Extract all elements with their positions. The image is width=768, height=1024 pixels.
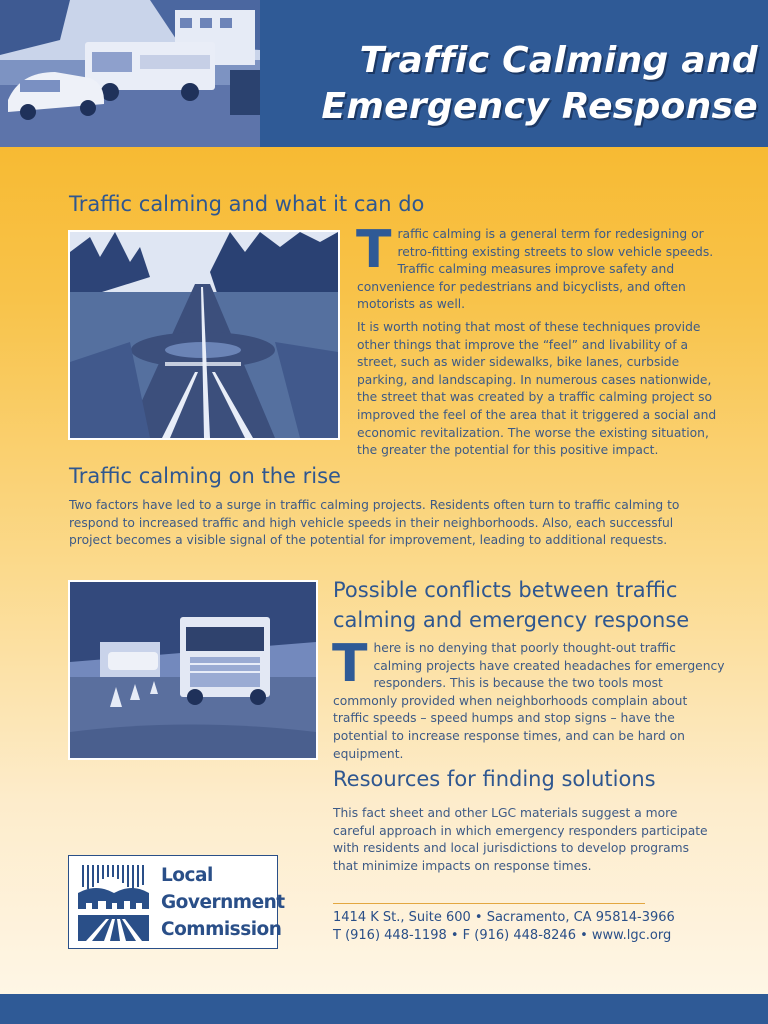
page-title	[262, 38, 758, 130]
calming-paragraph-2: It is worth noting that most of these techniques provide other things that improve the “feel” and livability of a street, such as wider sidewalks, bike lanes, curbside parking, and landscaping. In numerous cases nationwide, the street that was created by a traffic calming project so improved the feel of the area that it triggered a social and economic revitalization. The worse the existing situation, the greater the potential for this positive impact.	[357, 319, 717, 458]
footer-band	[0, 994, 768, 1024]
section-heading-resources: Resources for finding solutions	[333, 767, 656, 791]
dropcap-calming: T	[356, 220, 392, 280]
title-line-2: Emergency Response	[321, 86, 758, 127]
conflicts-text-block	[332, 634, 725, 763]
lgc-logo-emblem-icon	[76, 863, 151, 943]
rise-paragraph: Two factors have led to a surge in traffic calming projects. Residents often turn to traffic calming to respond to increased traffic and high vehicle speeds in their neighborhoods. Also, each successful project becomes a visible signal of the potential for improvement, leading to additional requests.	[69, 498, 680, 548]
resources-paragraph: This fact sheet and other LGC materials suggest a more careful approach in which emergency responders participate with residents and local jurisdictions to develop programs that minimize impacts on response times.	[333, 806, 708, 873]
dropcap-conflicts: T	[332, 634, 368, 694]
conflicts-paragraph	[332, 634, 725, 763]
section-heading-conflicts: Possible conflicts between traffic calming and emergency response	[333, 578, 690, 632]
logo-line-commission: Commission	[161, 919, 282, 940]
section-heading-calming: Traffic calming and what it can do	[69, 192, 425, 216]
conflicts-paragraph-text: here is no denying that poorly thought-out traffic calming projects have created headaches for emergency responders. This is because the two tools most commonly provided when neighborhoods complain about traffic speeds – speed humps and stop signs – have the potential to increase response times, and can be hard on equipment.	[333, 641, 725, 761]
section-heading-rise: Traffic calming on the rise	[69, 464, 341, 488]
fire-truck-speed-hump-photo	[68, 580, 318, 760]
contact-phone-web: T (916) 448-1198 • F (916) 448-8246 • www.lgc.org	[333, 928, 672, 943]
logo-line-local: Local	[161, 865, 213, 886]
contact-block	[333, 909, 733, 945]
lgc-logo	[68, 855, 285, 949]
title-line-1: Traffic Calming and	[359, 40, 758, 81]
logo-line-government: Government	[161, 892, 285, 913]
header-photo	[0, 0, 260, 147]
lgc-logo-wordmark	[161, 862, 285, 943]
calming-paragraph-1	[356, 220, 725, 314]
roundabout-road-photo	[68, 230, 340, 440]
contact-divider	[333, 903, 645, 904]
calming-text-block	[356, 220, 725, 465]
calming-paragraph-1-text: raffic calming is a general term for redesigning or retro-fitting existing streets to slow vehicle speeds. Traffic calming measures improve safety and convenience for pedestrians and bicyclists, and often motorists as well.	[357, 227, 714, 312]
contact-address: 1414 K St., Suite 600 • Sacramento, CA 95814-3966	[333, 910, 675, 925]
